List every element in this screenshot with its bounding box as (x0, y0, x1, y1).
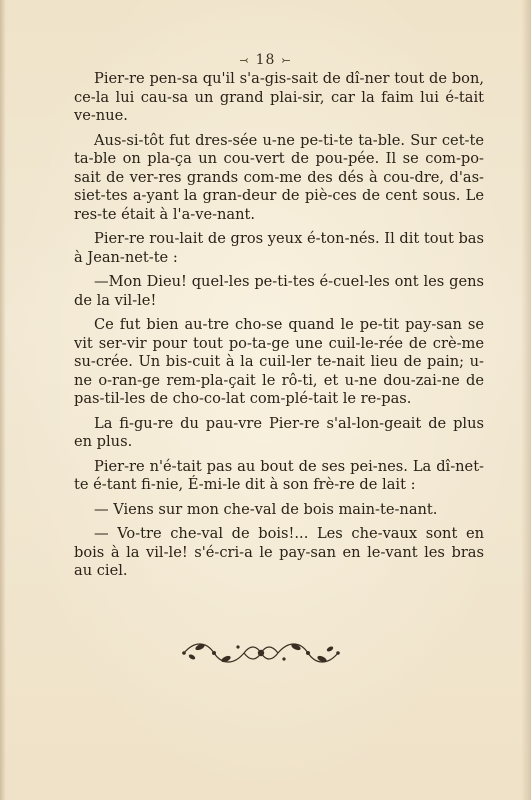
paragraph: Pier-re rou-lait de gros yeux é-ton-nés. Il dit tout bas à Jean-net-te : (74, 230, 484, 266)
paragraph: Pier-re pen-sa qu'il s'a-gis-sait de dî-ner tout de bon, ce-la lui cau-sa un grand plai-sir, car la faim lui é-tait ve-nue. (74, 70, 484, 124)
paragraph: Pier-re n'é-tait pas au bout de ses pei-nes. La dî-net-te é-tant fi-nie, É-mi-le dit à son frè-re de lait : (74, 457, 484, 493)
floral-vignette-icon (180, 637, 342, 669)
dialogue-line: — Vo-tre che-val de bois!... Les che-vaux sont en bois à la vil-le! s'é-cri-a le pay-san en le-vant les bras au ciel. (74, 525, 484, 579)
dialogue-line: —Mon Dieu! quel-les pe-ti-tes é-cuel-les ont les gens de la vil-le! (74, 273, 484, 309)
paragraph: Aus-si-tôt fut dres-sée u-ne pe-ti-te ta-ble. Sur cet-te ta-ble on pla-ça un cou-vert de pou-pée. Il se com-po-sait de ver-res grands com-me des dés à cou-dre, d'as-siet-tes a-yant la gran-deur de piè-ces de cent sous. Le res-te était à l'a-ve-nant. (74, 131, 484, 223)
paragraph: Ce fut bien au-tre cho-se quand le pe-tit pay-san se vit ser-vir pour tout po-ta-ge une cuil-le-rée de crè-me su-crée. Un bis-cuit à la cuil-ler te-nait lieu de pain; u-ne o-ran-ge rem-pla-çait le rô-ti, et u-ne dou-zai-ne de pas-til-les de cho-co-lat com-plé-tait le re-pas. (74, 316, 484, 407)
left-ornament-icon: ⤙ (239, 54, 250, 67)
page-header (0, 52, 531, 69)
dialogue-line: — Viens sur mon che-val de bois main-te-nant. (94, 500, 438, 518)
page-body (74, 70, 484, 581)
paragraph: La fi-gu-re du pau-vre Pier-re s'al-lon-geait de plus en plus. (74, 414, 484, 450)
page-number: 18 (255, 52, 276, 68)
right-ornament-icon: ⤚ (281, 54, 292, 67)
